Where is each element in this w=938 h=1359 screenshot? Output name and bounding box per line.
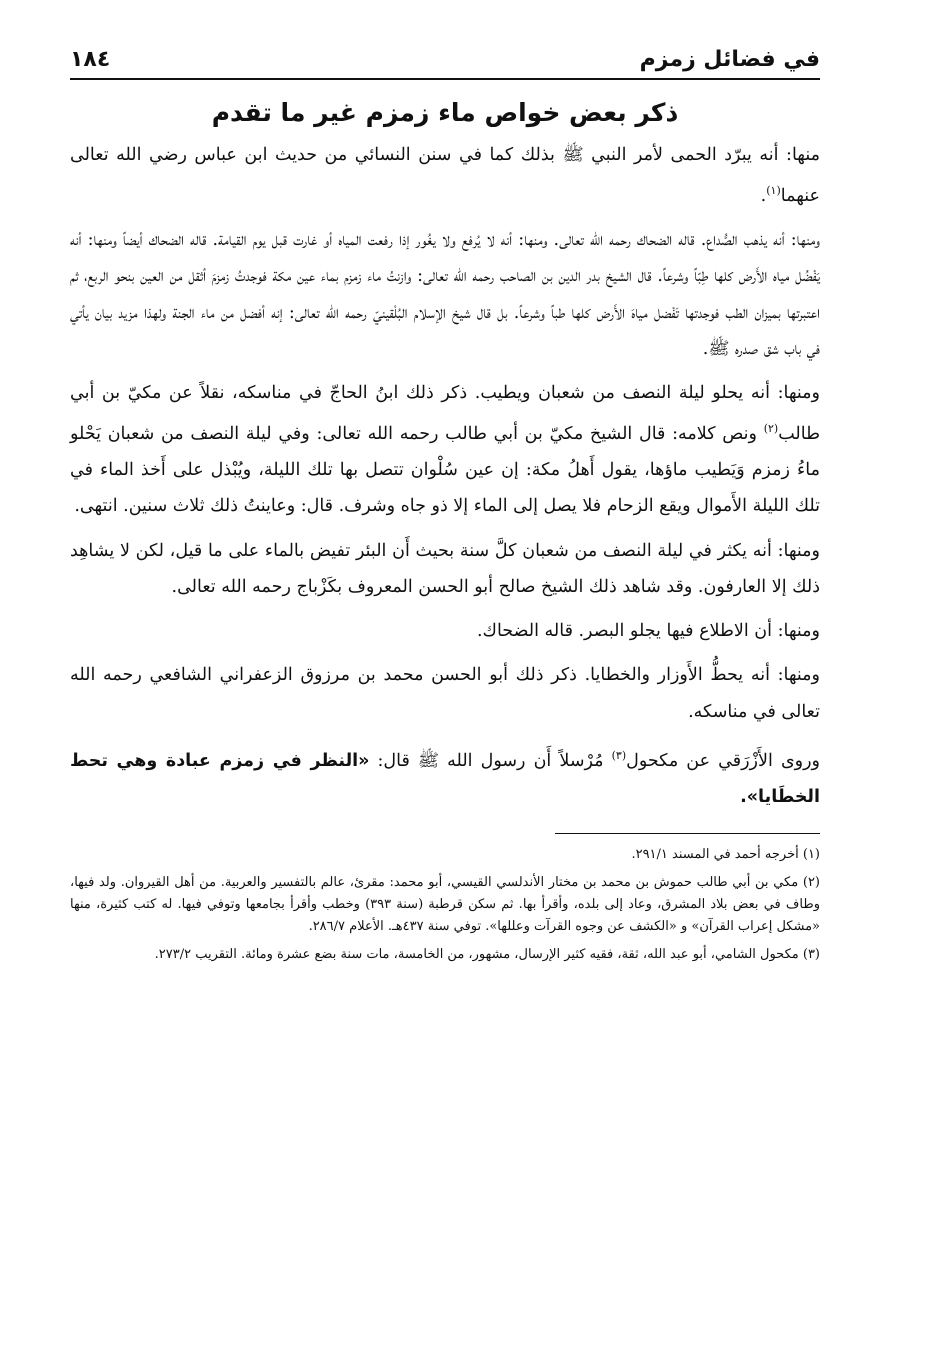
- paragraph: ومنها: أن الاطلاع فيها يجلو البصر. قاله الضحاك.: [476, 621, 820, 642]
- paragraph: ومنها: أنه يكثر في ليلة النصف من شعبان كلَّ سنة بحيث أَن البئر تفيض بالماء على ما قيل، لكن لا يشاهِد ذلك إلا العارفون. وقد شاهد ذلك الشيخ صالح أبو الحسن المعروف بكَزْباج رحمه الله تعالى.: [70, 540, 820, 597]
- footnote-ref[interactable]: (٣): [611, 748, 627, 762]
- footnote-divider: [555, 833, 820, 834]
- footnote: (٣) مكحول الشامي، أبو عبد الله، ثقة، فقيه كثير الإرسال، مشهور، من الخامسة، مات سنة بضع عشرة ومائة. التقريب ٢٧٣/٢.: [154, 946, 820, 962]
- paragraph: ومنها: أنه يحلو ليلة النصف من شعبان ويطيب. ذكر ذلك ابنُ الحاجّ في مناسكه، نقلاً عن مكيّ بن أبي طالب$^{(٢)}$ ونص كلامه: قال الشيخ مكيّ بن أبي طالب رحمه الله تعالى: وفي ليلة النصف من شعبان يَحْلو ماءُ زمزم وَيَطيب ماؤها، يقول أَهلُ مكة: إن عين سُلْوان تتصل بها تلك الليلة، ويُبْذل على أَخذ الماء في تلك الليلة الأَموال ويقع الزحام فلا يصل إلى الماء إلا ذو جاه وشرف. قال: وعاينتُ ذلك ثلاث سنين. انتهى.: [70, 383, 820, 517]
- footnote-ref[interactable]: (٢): [763, 422, 779, 436]
- paragraph: ومنها: أنه يذهب الصُّداع. قاله الضحاك رحمه الله تعالى. ومنها: أنه لا يُرفع ولا يغُور إذا رفعت المياه أو غارت قبل يوم القيامة. قاله الضحاك أيضاً ومنها: أنه يَفْضُل مياه الأَرض كلها طِبّاً وشرعاً. قال الشيخ بدر الدين بن الصاحب رحمه الله تعالى: وازنتُ ماء زمزم بماء عين مكة فوجدتُ زمزمَ أثقل من العين بنحو الربع، ثم اعتبرتها بميزان الطب فوجدتها تَفْضل مياهَ الأَرض كلها طباً وشرعاً. بل قال شيخ الإسلام البُلْقينيّ رحمه الله تعالى: إنه أفضل من ماء الجنة ولهذا مزيد بيان يأتي في باب شق صدره ﷺ.: [70, 230, 820, 359]
- running-title: في فضائل زمزم: [639, 47, 820, 72]
- footnotes: [70, 844, 820, 966]
- paragraph: وروى الأَزْرَقي عن مكحول$^{(٣)}$ مُرْسلاً أَن رسول الله ﷺ قال: «النظر في زمزم عبادة وهي تحط الخطَايا».: [70, 748, 820, 807]
- main-text: [70, 137, 820, 815]
- paragraph: ومنها: أنه يحطُّ الأَوزار والخطايا. ذكر ذلك أبو الحسن محمد بن مرزوق الزعفراني الشافعي رحمه الله تعالى في مناسكه.: [70, 665, 820, 722]
- footnote: (٢) مكي بن أبي طالب حموش بن محمد بن مختار الأندلسي القيسي، أبو محمد: مقرئ، عالم بالتفسير والعربية. من أهل القيروان. ولد فيها، وطاف في بعض بلاد المشرق، وعاد إلى بلده، وأقرأ بها. ثم سكن قرطبة (سنة ٣٩٣) وخطب وأقرأ بجامعها وتوفي فيها. له كتب كثيرة، منها «مشكل إعراب القرآن» و «الكشف عن وجوه القرآت وعللها». توفي سنة ٤٣٧هـ. الأعلام ٢٨٦/٧.: [70, 874, 820, 934]
- footnote: (١) أخرجه أحمد في المسند ٢٩١/١.: [631, 846, 820, 862]
- running-header: [70, 40, 820, 80]
- hadith-quote: «النظر في زمزم عبادة وهي تحط الخطَايا»: [70, 750, 820, 807]
- section-heading: ذكر بعض خواص ماء زمزم غير ما تقدم: [211, 98, 679, 127]
- footnote-ref[interactable]: (١): [766, 184, 781, 198]
- paragraph: منها: أنه يبرّد الحمى لأمر النبي ﷺ بذلك كما في سنن النسائي من حديث ابن عباس رضي الله تعالى عنهما$^{(١)}$.: [70, 145, 820, 207]
- page-number: ١٨٤: [70, 47, 111, 72]
- book-page: [70, 40, 820, 1329]
